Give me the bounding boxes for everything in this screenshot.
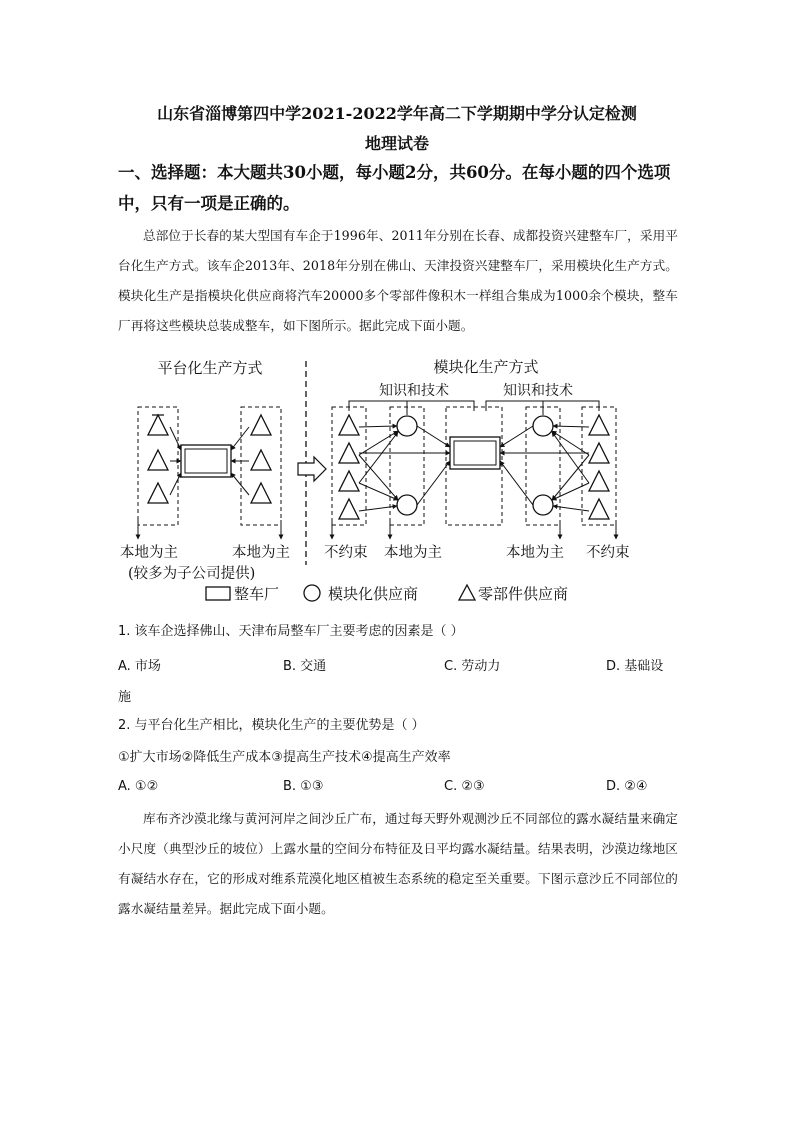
passage-1: 总部位于长春的某大型国有车企于1996年、2011年分别在长春、成都投资兴建整车厂，采用平台化生产方式。该车企2013年、2018年分别在佛山、天津投资兴建整车厂，采用模块化生产方式。模块化生产是指模块化供应商将汽车20000多个零部件像积木一样组合集成为1000余个模块，整车厂再将这些模块总装成整车，如下图所示。据此完成下面小题。: [118, 228, 678, 333]
parts-supplier-icon: [251, 415, 271, 435]
knowledge-label-1: 知识和技术: [379, 383, 449, 399]
parts-supplier-icon: [339, 471, 359, 491]
parts-group-box: [138, 407, 178, 525]
question-1-stem: 1. 该车企选择佛山、天津布局整车厂主要考虑的因素是（ ）: [118, 624, 464, 639]
parts-supplier-icon: [339, 415, 359, 435]
label-unconstrained-2: 不约束: [586, 545, 630, 561]
module-group-box: [526, 407, 560, 525]
parts-group-box: [241, 407, 281, 525]
module-supplier-icon: [533, 495, 553, 515]
parts-supplier-icon: [148, 415, 168, 435]
diagram-svg: [118, 355, 678, 610]
right-title: 模块化生产方式: [433, 358, 539, 376]
flow-arrow: [552, 483, 589, 500]
question-1-option-b[interactable]: B. 交通: [283, 659, 327, 674]
flow-arrow: [359, 431, 398, 455]
label-local-3: 本地为主: [384, 545, 442, 561]
question-2-option-d[interactable]: D. ②④: [606, 779, 648, 794]
legend-module-supplier-icon: [304, 585, 320, 601]
flow-arrow: [231, 473, 249, 495]
flow-arrow: [231, 427, 249, 450]
question-2-option-a[interactable]: A. ①②: [118, 779, 159, 794]
legend-parts-supplier-icon: [459, 585, 475, 600]
flow-arrow: [359, 432, 398, 483]
production-mode-diagram: [118, 355, 678, 610]
parts-supplier-icon: [589, 443, 609, 463]
label-local-1-note: (较多为子公司提供): [128, 566, 256, 582]
flow-arrow: [552, 432, 589, 483]
flow-arrow: [359, 506, 397, 511]
parts-supplier-icon: [251, 450, 271, 470]
parts-group-box: [582, 407, 616, 525]
flow-arrow: [553, 506, 589, 511]
label-local-1: 本地为主: [120, 545, 178, 561]
exam-title: 山东省淄博第四中学2021-2022学年高二下学期期中学分认定检测: [157, 104, 637, 123]
assembly-plant-icon: [450, 437, 500, 469]
flow-arrow: [553, 426, 589, 427]
label-local-2: 本地为主: [232, 545, 290, 561]
flow-arrow: [552, 431, 589, 455]
module-supplier-icon: [397, 495, 417, 515]
transform-arrow-icon: [298, 457, 326, 481]
question-1-option-c[interactable]: C. 劳动力: [444, 659, 501, 674]
flow-arrow: [417, 426, 450, 447]
flow-arrow: [500, 426, 533, 447]
section-heading-line1: 一、选择题：本大题共30小题，每小题2分，共60分。在每小题的四个选项: [118, 163, 671, 182]
module-supplier-icon: [533, 416, 553, 436]
flow-arrow: [359, 426, 397, 427]
parts-supplier-icon: [589, 471, 609, 491]
question-2-stem: 2. 与平台化生产相比，模块化生产的主要优势是（ ）: [118, 718, 425, 733]
passage-2: 库布齐沙漠北缘与黄河河岸之间沙丘广布，通过每天野外观测沙丘不同部位的露水凝结量来确定小尺度（典型沙丘的坡位）上露水量的空间分布特征及日平均露水凝结量。结果表明，沙漠边缘地区有凝结水存在，它的形成对维系荒漠化地区植被生态系统的稳定至关重要。下图示意沙丘不同部位的露水凝结量差异。据此完成下面小题。: [118, 811, 678, 916]
question-2-option-b[interactable]: B. ①③: [283, 779, 324, 794]
parts-supplier-icon: [148, 450, 168, 470]
section-heading-line2: 中，只有一项是正确的。: [118, 194, 300, 213]
exam-subtitle: 地理试卷: [364, 134, 429, 153]
flow-arrow: [552, 455, 589, 500]
left-title: 平台化生产方式: [157, 359, 263, 377]
flow-arrow: [417, 461, 450, 505]
question-1-option-d[interactable]: D. 基础设: [606, 659, 664, 674]
label-local-4: 本地为主: [506, 545, 564, 561]
flow-arrow: [359, 483, 398, 500]
parts-supplier-icon: [589, 499, 609, 519]
parts-supplier-icon: [251, 483, 271, 503]
flow-arrow: [170, 473, 181, 495]
question-1-option-a[interactable]: A. 市场: [118, 659, 161, 674]
flow-arrow: [500, 461, 533, 505]
question-1-option-d-wrap: 施: [118, 690, 132, 705]
parts-supplier-icon: [148, 483, 168, 503]
legend-plant-label: 整车厂: [234, 585, 280, 603]
parts-supplier-icon: [339, 499, 359, 519]
legend-module-supplier-label: 模块化供应商: [328, 585, 419, 603]
module-group-box: [390, 407, 424, 525]
flow-arrow: [170, 427, 181, 450]
parts-group-box: [332, 407, 366, 525]
legend-plant-icon: [206, 587, 230, 600]
label-unconstrained-1: 不约束: [324, 545, 368, 561]
knowledge-bracket: [349, 401, 474, 411]
knowledge-label-2: 知识和技术: [503, 383, 573, 399]
assembly-plant-icon: [181, 445, 231, 477]
parts-supplier-icon: [589, 415, 609, 435]
legend-parts-supplier-label: 零部件供应商: [478, 585, 569, 603]
question-2-option-c[interactable]: C. ②③: [444, 779, 485, 794]
parts-supplier-icon: [339, 443, 359, 463]
question-2-statements: ①扩大市场②降低生产成本③提高生产技术④提高生产效率: [118, 750, 451, 765]
module-supplier-icon: [397, 416, 417, 436]
flow-arrow: [359, 455, 398, 500]
